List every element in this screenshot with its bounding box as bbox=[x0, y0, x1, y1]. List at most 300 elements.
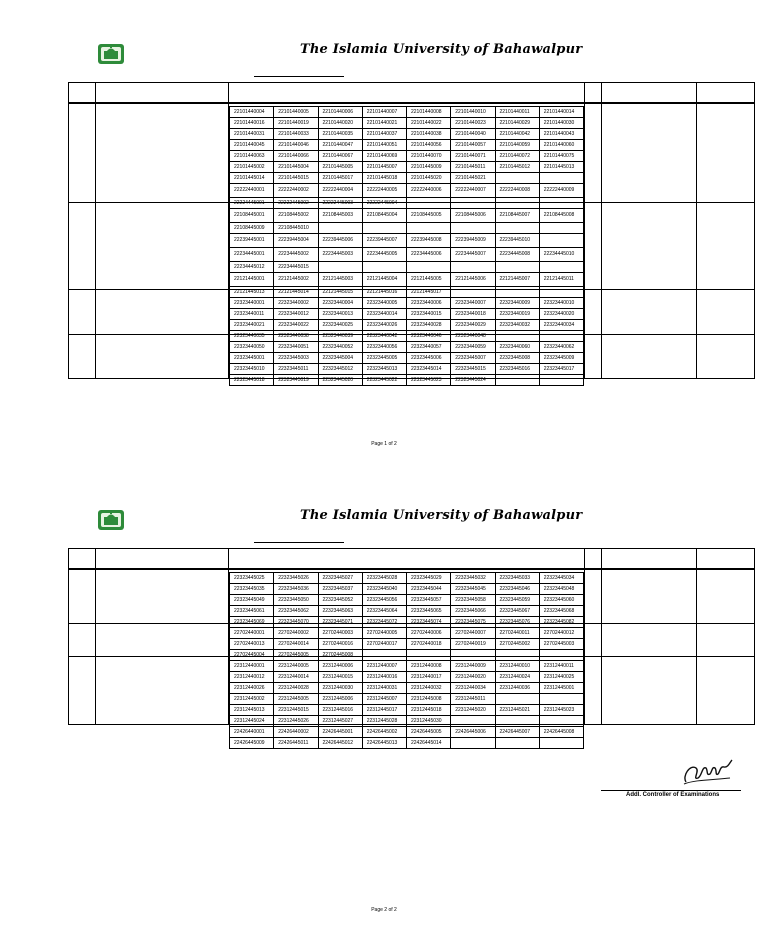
roll-number-cell: 22323445014 bbox=[407, 364, 451, 375]
roll-number-cell: 22312440011 bbox=[539, 661, 583, 672]
roll-number-cell: 22101440016 bbox=[230, 118, 274, 129]
roll-number-cell: 22222440004 bbox=[318, 184, 362, 198]
roll-number-cell: 22312440032 bbox=[407, 683, 451, 694]
roll-number-cell: 22323440014 bbox=[362, 309, 406, 320]
roll-number-cell bbox=[451, 650, 495, 661]
roll-number-cell: 22323445050 bbox=[274, 595, 318, 606]
roll-number-cell: 22702440006 bbox=[407, 628, 451, 639]
roll-number-cell bbox=[539, 223, 583, 234]
roll-number-cell: 22101440045 bbox=[230, 140, 274, 151]
roll-number-cell: 22101440014 bbox=[539, 107, 583, 118]
table-row bbox=[230, 234, 584, 248]
roll-number-cell: 22323445048 bbox=[539, 584, 583, 595]
roll-number-cell: 22323445007 bbox=[451, 353, 495, 364]
table-row bbox=[230, 331, 584, 342]
roll-number-cell: 22312440010 bbox=[495, 661, 539, 672]
roll-number-cell: 22323445049 bbox=[230, 595, 274, 606]
table-row bbox=[230, 606, 584, 617]
roll-number-cell: 22323440010 bbox=[539, 298, 583, 309]
roll-number-cell: 22234445001 bbox=[230, 248, 274, 262]
roll-number-cell: 22121445016 bbox=[362, 287, 406, 298]
roll-number-cell: 22323440007 bbox=[451, 298, 495, 309]
table-row bbox=[230, 198, 584, 209]
roll-number-cell: 22323440050 bbox=[230, 342, 274, 353]
roll-number-cell: 22108445008 bbox=[539, 209, 583, 223]
roll-number-cell: 22312445002 bbox=[230, 694, 274, 705]
roll-number-cell: 22101445021 bbox=[451, 173, 495, 184]
roll-number-cell: 22101445014 bbox=[230, 173, 274, 184]
roll-number-cell: 22312440006 bbox=[318, 661, 362, 672]
roll-number-cell: 22323445009 bbox=[539, 353, 583, 364]
title-underline bbox=[254, 76, 344, 77]
roll-number-cell: 22323445008 bbox=[495, 353, 539, 364]
page-number: Page 1 of 2 bbox=[371, 441, 397, 447]
roll-number-cell bbox=[495, 262, 539, 273]
roll-number-cell: 22121445014 bbox=[274, 287, 318, 298]
table-row bbox=[230, 595, 584, 606]
roll-number-cell bbox=[451, 223, 495, 234]
table-row bbox=[230, 287, 584, 298]
roll-number-cell: 22312440026 bbox=[230, 683, 274, 694]
roll-number-cell: 22108445001 bbox=[230, 209, 274, 223]
roll-number-cell: 22323445070 bbox=[274, 617, 318, 628]
roll-number-cell: 22323440005 bbox=[362, 298, 406, 309]
roll-number-cell: 22323440025 bbox=[318, 320, 362, 331]
roll-number-cell: 22323445029 bbox=[407, 573, 451, 584]
roll-number-cell: 22702440001 bbox=[230, 628, 274, 639]
roll-number-cell bbox=[495, 173, 539, 184]
roll-number-cell: 22222445002 bbox=[274, 198, 318, 209]
roll-number-cell: 22426445012 bbox=[318, 738, 362, 749]
roll-number-cell: 22323440052 bbox=[318, 342, 362, 353]
roll-number-cell: 22239445004 bbox=[274, 234, 318, 248]
roll-number-cell bbox=[539, 198, 583, 209]
roll-number-cell: 22323440028 bbox=[407, 320, 451, 331]
roll-number-cell: 22323440018 bbox=[451, 309, 495, 320]
roll-number-cell: 22101440069 bbox=[362, 151, 406, 162]
title-underline bbox=[254, 542, 344, 543]
roll-number-cell: 22312445023 bbox=[539, 705, 583, 716]
roll-number-cell: 22323445004 bbox=[318, 353, 362, 364]
roll-number-cell: 22323445074 bbox=[407, 617, 451, 628]
roll-number-cell: 22323440020 bbox=[539, 309, 583, 320]
roll-number-cell: 22222440002 bbox=[274, 184, 318, 198]
roll-number-cell: 22101445009 bbox=[407, 162, 451, 173]
roll-number-cell: 22312440007 bbox=[362, 661, 406, 672]
table-row bbox=[230, 573, 584, 584]
roll-number-cell bbox=[318, 223, 362, 234]
roll-number-cell: 22312445006 bbox=[318, 694, 362, 705]
roll-number-cell: 22101440042 bbox=[495, 129, 539, 140]
roll-number-cell: 22101445017 bbox=[318, 173, 362, 184]
roll-number-cell: 22101440008 bbox=[407, 107, 451, 118]
table-row bbox=[230, 375, 584, 386]
roll-number-cell: 22702440002 bbox=[274, 628, 318, 639]
table-row bbox=[230, 364, 584, 375]
roll-number-cell: 22702440003 bbox=[318, 628, 362, 639]
roll-number-cell: 22121445001 bbox=[230, 273, 274, 287]
roll-number-cell: 22323440022 bbox=[274, 320, 318, 331]
roll-number-cell: 22312445030 bbox=[407, 716, 451, 727]
roll-number-cell: 22312445026 bbox=[274, 716, 318, 727]
roll-number-cell: 22323445067 bbox=[495, 606, 539, 617]
roll-number-cell: 22323445071 bbox=[318, 617, 362, 628]
roll-number-cell: 22323440029 bbox=[451, 320, 495, 331]
roll-number-cell: 22323445082 bbox=[539, 617, 583, 628]
table-row bbox=[230, 223, 584, 234]
roll-number-cell: 22323445016 bbox=[495, 364, 539, 375]
roll-number-cell: 22702445005 bbox=[274, 650, 318, 661]
roll-number-cell: 22234445005 bbox=[362, 248, 406, 262]
roll-number-cell: 22101440043 bbox=[539, 129, 583, 140]
roll-number-cell: 22323445013 bbox=[362, 364, 406, 375]
roll-number-cell: 22702445008 bbox=[318, 650, 362, 661]
roll-number-cell: 22323440048 bbox=[451, 331, 495, 342]
roll-number-cell: 22323440001 bbox=[230, 298, 274, 309]
roll-number-cell: 22312445018 bbox=[407, 705, 451, 716]
roll-number-cell: 22312445011 bbox=[451, 694, 495, 705]
roll-number-cell: 22101440021 bbox=[362, 118, 406, 129]
roll-number-cell: 22101440051 bbox=[362, 140, 406, 151]
signature-image bbox=[680, 756, 736, 793]
roll-number-cell: 22121445003 bbox=[318, 273, 362, 287]
roll-number-cell bbox=[495, 331, 539, 342]
roll-number-cell: 22323445005 bbox=[362, 353, 406, 364]
roll-number-cell: 22323445065 bbox=[407, 606, 451, 617]
roll-number-cell: 22101445012 bbox=[495, 162, 539, 173]
roll-number-cell: 22222440001 bbox=[230, 184, 274, 198]
column-divider bbox=[696, 548, 697, 724]
table-row bbox=[230, 298, 584, 309]
roll-number-cell: 22108445003 bbox=[318, 209, 362, 223]
roll-number-cell: 22323440009 bbox=[495, 298, 539, 309]
roll-number-cell: 22101445015 bbox=[274, 173, 318, 184]
roll-number-cell: 22312440036 bbox=[495, 683, 539, 694]
table-row bbox=[230, 209, 584, 223]
roll-number-cell: 22121445011 bbox=[539, 273, 583, 287]
roll-number-cell: 22312440016 bbox=[362, 672, 406, 683]
table-row bbox=[230, 162, 584, 173]
roll-number-cell: 22101440030 bbox=[539, 118, 583, 129]
roll-number-cell: 22312445017 bbox=[362, 705, 406, 716]
roll-number-cell: 22323445066 bbox=[451, 606, 495, 617]
roll-number-cell: 22234445006 bbox=[407, 248, 451, 262]
page-number: Page 2 of 2 bbox=[371, 907, 397, 913]
roll-number-cell: 22426445011 bbox=[274, 738, 318, 749]
roll-number-cell: 22323445026 bbox=[274, 573, 318, 584]
roll-number-cell: 22702440005 bbox=[362, 628, 406, 639]
roll-number-cell: 22702440007 bbox=[451, 628, 495, 639]
table-row bbox=[230, 628, 584, 639]
roll-number-cell: 22323445028 bbox=[362, 573, 406, 584]
roll-number-cell: 22426440002 bbox=[274, 727, 318, 738]
signature-line bbox=[601, 790, 741, 791]
roll-number-cell: 22426445002 bbox=[362, 727, 406, 738]
roll-number-cell: 22121445007 bbox=[495, 273, 539, 287]
roll-number-cell: 22323445058 bbox=[451, 595, 495, 606]
roll-number-cell: 22101440060 bbox=[539, 140, 583, 151]
roll-number-cell: 22101440046 bbox=[274, 140, 318, 151]
roll-number-cell: 22239445010 bbox=[495, 234, 539, 248]
table-right-edge bbox=[754, 548, 755, 724]
roll-number-cell: 22312440028 bbox=[274, 683, 318, 694]
roll-number-cell: 22312445015 bbox=[274, 705, 318, 716]
roll-number-cell: 22222440009 bbox=[539, 184, 583, 198]
roll-number-cell: 22702445003 bbox=[539, 639, 583, 650]
table-row bbox=[230, 309, 584, 320]
roll-number-cell: 22312445001 bbox=[539, 683, 583, 694]
roll-number-cell: 22312440005 bbox=[274, 661, 318, 672]
roll-number-cell: 22101440010 bbox=[451, 107, 495, 118]
roll-number-cell: 22312445007 bbox=[362, 694, 406, 705]
table-row bbox=[230, 716, 584, 727]
roll-number-cell: 22312440030 bbox=[318, 683, 362, 694]
roll-number-cell: 22108445009 bbox=[230, 223, 274, 234]
header-bottom-rule bbox=[68, 103, 755, 104]
column-divider bbox=[95, 548, 96, 724]
roll-number-cell: 22323445045 bbox=[451, 584, 495, 595]
roll-number-cell: 22312440012 bbox=[230, 672, 274, 683]
roll-number-cell bbox=[495, 738, 539, 749]
roll-number-cell: 22101440056 bbox=[407, 140, 451, 151]
roll-number-cell: 22323445006 bbox=[407, 353, 451, 364]
roll-number-cell: 22312445024 bbox=[230, 716, 274, 727]
roll-number-cell: 22426445008 bbox=[539, 727, 583, 738]
roll-number-cell: 22101440057 bbox=[451, 140, 495, 151]
roll-number-cell: 22101440005 bbox=[274, 107, 318, 118]
roll-number-cell: 22312440025 bbox=[539, 672, 583, 683]
roll-number-cell: 22323445064 bbox=[362, 606, 406, 617]
roll-number-cell: 22426445005 bbox=[407, 727, 451, 738]
roll-number-cell: 22323445010 bbox=[230, 364, 274, 375]
roll-number-cell: 22222445004 bbox=[362, 198, 406, 209]
table-row bbox=[230, 320, 584, 331]
roll-number-cell: 22101440072 bbox=[495, 151, 539, 162]
roll-number-cell: 22108445006 bbox=[451, 209, 495, 223]
roll-number-cell: 22101445018 bbox=[362, 173, 406, 184]
roll-number-cell: 22101440037 bbox=[362, 129, 406, 140]
roll-number-cell: 22323445017 bbox=[539, 364, 583, 375]
table-row bbox=[230, 650, 584, 661]
roll-number-cell: 22426445014 bbox=[407, 738, 451, 749]
roll-number-cell: 22101440004 bbox=[230, 107, 274, 118]
roll-number-cell: 22101445005 bbox=[318, 162, 362, 173]
column-divider bbox=[601, 548, 602, 724]
roll-number-cell: 22108445007 bbox=[495, 209, 539, 223]
roll-number-cell: 22312440034 bbox=[451, 683, 495, 694]
roll-number-cell: 22101440059 bbox=[495, 140, 539, 151]
roll-number-cell: 22323445025 bbox=[230, 573, 274, 584]
roll-number-cell: 22323445057 bbox=[407, 595, 451, 606]
roll-number-cell: 22323445040 bbox=[362, 584, 406, 595]
roll-number-cell: 22222440005 bbox=[362, 184, 406, 198]
roll-number-cell: 22426445013 bbox=[362, 738, 406, 749]
roll-number-cell: 22426440001 bbox=[230, 727, 274, 738]
roll-number-cell bbox=[407, 650, 451, 661]
roll-number-cell: 22101445004 bbox=[274, 162, 318, 173]
roll-number-cell: 22323445019 bbox=[274, 375, 318, 386]
table-row bbox=[230, 705, 584, 716]
roll-number-cell: 22108445010 bbox=[274, 223, 318, 234]
roll-number-cell bbox=[362, 223, 406, 234]
roll-number-cell: 22323445063 bbox=[318, 606, 362, 617]
roll-number-cell: 22234445007 bbox=[451, 248, 495, 262]
roll-number-table bbox=[229, 572, 584, 749]
roll-number-cell: 22239445001 bbox=[230, 234, 274, 248]
document-page-2 bbox=[0, 466, 768, 932]
roll-number-cell bbox=[451, 716, 495, 727]
roll-number-cell: 22323440057 bbox=[407, 342, 451, 353]
roll-number-cell: 22702440019 bbox=[451, 639, 495, 650]
roll-number-cell: 22702440017 bbox=[362, 639, 406, 650]
university-crest-icon bbox=[97, 42, 125, 66]
roll-number-cell: 22101440031 bbox=[230, 129, 274, 140]
roll-number-cell: 22121445004 bbox=[362, 273, 406, 287]
roll-number-cell: 22222440008 bbox=[495, 184, 539, 198]
roll-number-cell: 22101440019 bbox=[274, 118, 318, 129]
roll-number-cell bbox=[539, 173, 583, 184]
roll-number-cell bbox=[539, 331, 583, 342]
roll-number-cell: 22323445061 bbox=[230, 606, 274, 617]
roll-number-cell: 22323440042 bbox=[362, 331, 406, 342]
roll-number-cell: 22239445008 bbox=[407, 234, 451, 248]
roll-number-cell bbox=[495, 223, 539, 234]
roll-number-cell: 22323445068 bbox=[539, 606, 583, 617]
table-row bbox=[230, 738, 584, 749]
roll-number-cell bbox=[362, 650, 406, 661]
roll-number-table bbox=[229, 106, 584, 386]
roll-number-cell: 22323440051 bbox=[274, 342, 318, 353]
roll-number-cell: 22426445007 bbox=[495, 727, 539, 738]
roll-number-cell bbox=[539, 650, 583, 661]
header-bottom-rule bbox=[68, 569, 755, 570]
roll-number-cell: 22323445015 bbox=[451, 364, 495, 375]
table-row bbox=[230, 151, 584, 162]
roll-number-cell: 22323445024 bbox=[451, 375, 495, 386]
roll-number-cell: 22312440020 bbox=[451, 672, 495, 683]
roll-number-cell: 22323440021 bbox=[230, 320, 274, 331]
roll-number-cell: 22323445059 bbox=[495, 595, 539, 606]
roll-number-cell bbox=[539, 287, 583, 298]
roll-number-cell: 22222440006 bbox=[407, 184, 451, 198]
table-row bbox=[230, 262, 584, 273]
university-crest-icon bbox=[97, 508, 125, 532]
table-row bbox=[230, 173, 584, 184]
roll-number-cell bbox=[362, 262, 406, 273]
roll-number-cell: 22108445004 bbox=[362, 209, 406, 223]
roll-number-cell: 22323440038 bbox=[274, 331, 318, 342]
roll-number-cell: 22323445062 bbox=[274, 606, 318, 617]
roll-number-cell: 22239445007 bbox=[362, 234, 406, 248]
roll-number-cell bbox=[407, 198, 451, 209]
roll-number-cell: 22312440024 bbox=[495, 672, 539, 683]
roll-number-cell: 22234445008 bbox=[495, 248, 539, 262]
roll-number-cell bbox=[539, 234, 583, 248]
roll-number-cell: 22101440020 bbox=[318, 118, 362, 129]
roll-number-cell: 22121445006 bbox=[451, 273, 495, 287]
signature-title: Addl. Controller of Examinations bbox=[626, 792, 720, 798]
roll-number-cell: 22101440007 bbox=[362, 107, 406, 118]
roll-number-cell: 22702445004 bbox=[230, 650, 274, 661]
roll-number-cell: 22702440013 bbox=[230, 639, 274, 650]
roll-number-cell: 22101445002 bbox=[230, 162, 274, 173]
roll-number-cell: 22323445044 bbox=[407, 584, 451, 595]
roll-number-cell bbox=[495, 198, 539, 209]
roll-number-cell: 22239445006 bbox=[318, 234, 362, 248]
table-left-edge bbox=[68, 548, 69, 724]
roll-number-cell: 22312440015 bbox=[318, 672, 362, 683]
roll-number-cell: 22323445033 bbox=[495, 573, 539, 584]
roll-number-cell: 22312440008 bbox=[407, 661, 451, 672]
roll-number-cell: 22323445023 bbox=[407, 375, 451, 386]
roll-number-cell: 22312445013 bbox=[230, 705, 274, 716]
roll-number-cell: 22101440067 bbox=[318, 151, 362, 162]
roll-number-cell: 22323445001 bbox=[230, 353, 274, 364]
roll-number-cell: 22101440038 bbox=[407, 129, 451, 140]
roll-number-cell: 22224445001 bbox=[230, 198, 274, 209]
roll-number-cell: 22323445003 bbox=[274, 353, 318, 364]
table-row bbox=[230, 683, 584, 694]
roll-number-cell: 22121445017 bbox=[407, 287, 451, 298]
table-header-row bbox=[68, 82, 755, 103]
roll-number-cell: 22121445002 bbox=[274, 273, 318, 287]
roll-number-cell: 22323445075 bbox=[451, 617, 495, 628]
roll-number-cell: 22101440075 bbox=[539, 151, 583, 162]
roll-number-cell: 22234445002 bbox=[274, 248, 318, 262]
roll-number-cell: 22323440011 bbox=[230, 309, 274, 320]
table-row bbox=[230, 140, 584, 151]
table-row bbox=[230, 129, 584, 140]
roll-number-cell: 22101440029 bbox=[495, 118, 539, 129]
roll-number-cell: 22312445005 bbox=[274, 694, 318, 705]
table-row bbox=[230, 342, 584, 353]
roll-number-cell: 22101440047 bbox=[318, 140, 362, 151]
roll-number-cell: 22323445052 bbox=[318, 595, 362, 606]
roll-number-cell: 22101440040 bbox=[451, 129, 495, 140]
roll-number-cell: 22323440026 bbox=[362, 320, 406, 331]
roll-number-cell: 22323445037 bbox=[318, 584, 362, 595]
roll-number-cell: 22101440063 bbox=[230, 151, 274, 162]
roll-number-cell: 22323445035 bbox=[230, 584, 274, 595]
roll-number-cell: 22312445021 bbox=[495, 705, 539, 716]
roll-number-cell bbox=[495, 375, 539, 386]
roll-number-cell: 22323445018 bbox=[230, 375, 274, 386]
roll-number-cell: 22323440032 bbox=[495, 320, 539, 331]
table-row bbox=[230, 107, 584, 118]
roll-number-cell bbox=[539, 738, 583, 749]
university-title: The Islamia University of Bahawalpur bbox=[300, 508, 583, 523]
roll-number-cell: 22234445015 bbox=[274, 262, 318, 273]
roll-number-cell: 22101440033 bbox=[274, 129, 318, 140]
roll-number-cell: 22323440006 bbox=[407, 298, 451, 309]
roll-number-cell bbox=[451, 287, 495, 298]
table-row bbox=[230, 584, 584, 595]
roll-number-cell: 22323440019 bbox=[495, 309, 539, 320]
roll-number-cell: 22108445005 bbox=[407, 209, 451, 223]
roll-number-cell: 22121445005 bbox=[407, 273, 451, 287]
roll-number-cell: 22312440031 bbox=[362, 683, 406, 694]
roll-number-cell: 22101445007 bbox=[362, 162, 406, 173]
roll-number-cell: 22323440062 bbox=[539, 342, 583, 353]
roll-number-cell: 22323440060 bbox=[495, 342, 539, 353]
roll-number-cell: 22702445002 bbox=[495, 639, 539, 650]
roll-number-cell bbox=[318, 262, 362, 273]
roll-number-cell: 22702440011 bbox=[495, 628, 539, 639]
roll-number-cell: 22323440059 bbox=[451, 342, 495, 353]
table-row bbox=[230, 248, 584, 262]
roll-number-cell: 22222445003 bbox=[318, 198, 362, 209]
roll-number-cell bbox=[407, 262, 451, 273]
